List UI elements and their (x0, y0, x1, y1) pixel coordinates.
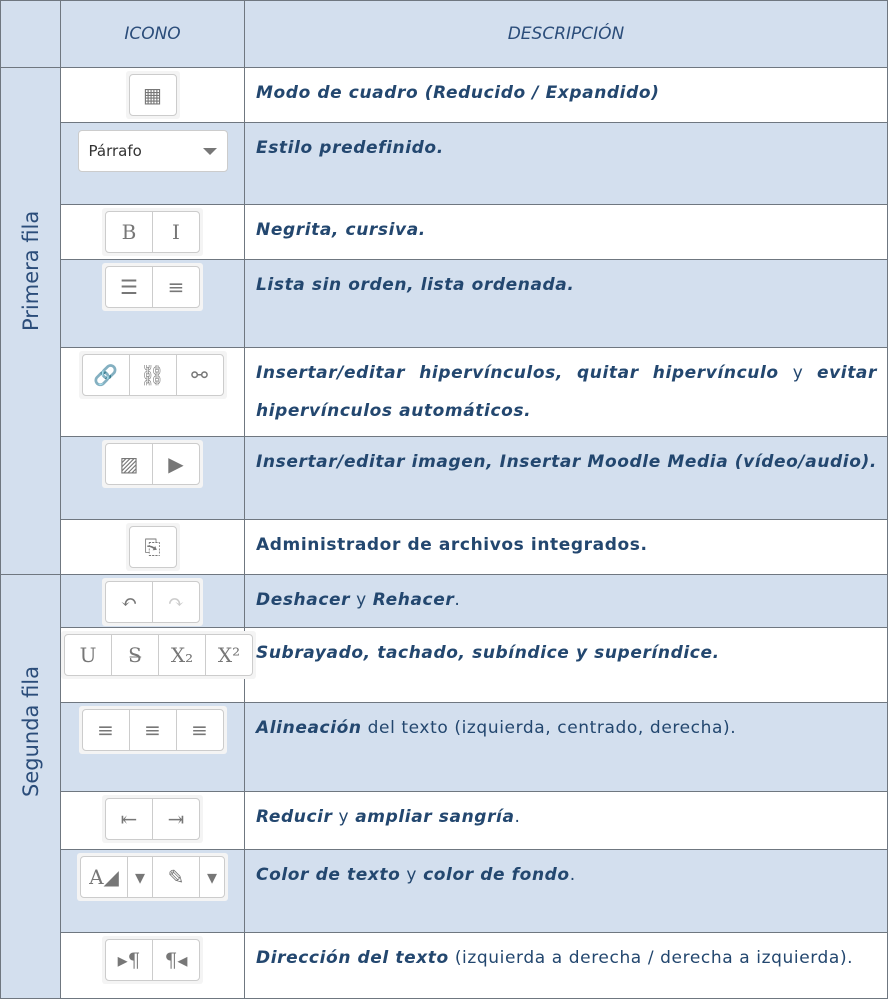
table-row (1, 850, 888, 933)
description-text: Estilo predefinido. (256, 138, 444, 158)
description-text: y (792, 363, 817, 383)
subscript-icon[interactable]: X₂ (159, 635, 206, 675)
background-color-icon[interactable]: ✎ (153, 857, 200, 897)
button-group (79, 351, 227, 399)
button-group (61, 631, 256, 679)
background-color-dropdown-icon[interactable]: ▾ (206, 865, 218, 889)
description-text: Subrayado, tachado, subíndice y superíndice. (256, 643, 720, 663)
text-color-icon[interactable]: A◢ (81, 857, 128, 897)
description-text: Rehacer (372, 590, 455, 610)
indent-icon[interactable]: ⇥ (167, 807, 185, 831)
description-text: (izquierda a derecha / derecha a izquierda). (448, 948, 854, 968)
button-group (79, 706, 227, 754)
file-manager-icon[interactable]: ⎘ (144, 535, 161, 559)
button-group (102, 440, 203, 488)
table-row (1, 792, 888, 850)
icon-cell (61, 123, 245, 205)
table-row (1, 123, 888, 205)
row-group-label (1, 575, 61, 999)
description-text: y (400, 865, 424, 885)
outdent-icon[interactable]: ⇤ (106, 799, 153, 839)
description-cell (245, 437, 888, 520)
description-cell (245, 850, 888, 933)
description-cell (245, 68, 888, 123)
description-text: Negrita, cursiva. (256, 220, 426, 240)
text-color-dropdown-icon[interactable]: ▾ (128, 857, 153, 897)
align-center-icon[interactable]: ≡ (130, 710, 177, 750)
button-group (126, 71, 180, 119)
table-row (1, 68, 888, 123)
table-row (1, 628, 888, 703)
description-cell (245, 703, 888, 792)
description-text: Reducir (256, 807, 333, 827)
ltr-icon[interactable]: ▸¶ (106, 940, 153, 980)
row-group-label (1, 68, 61, 575)
icon-cell (61, 703, 245, 792)
icon-cell (61, 260, 245, 348)
icon-cell (61, 68, 245, 123)
table-row (1, 348, 888, 437)
icon-cell (61, 520, 245, 575)
icon-cell (61, 437, 245, 520)
undo-icon[interactable]: ↶ (106, 582, 153, 622)
button-group (102, 208, 203, 256)
icon-cell (61, 205, 245, 260)
ordered-list-icon[interactable]: ≡ (167, 275, 185, 299)
description-cell (245, 792, 888, 850)
button-group (77, 853, 228, 901)
description-cell (245, 628, 888, 703)
description-column-header: DESCRIPCIÓN (245, 1, 888, 68)
description-cell (245, 520, 888, 575)
link-icon[interactable]: 🔗 (83, 355, 130, 395)
description-text: Deshacer (256, 590, 351, 610)
icon-cell (61, 792, 245, 850)
description-text: y (332, 807, 356, 827)
description-text: color de fondo (423, 865, 570, 885)
description-text: evitar hipervínculos automáticos. (256, 363, 877, 421)
description-text: Administrador de archivos integrados. (256, 535, 648, 555)
description-text: ampliar sangría (355, 807, 515, 827)
no-autolink-icon[interactable]: ⚯ (191, 363, 208, 387)
table-row (1, 260, 888, 348)
description-text: . (454, 590, 461, 610)
italic-icon[interactable]: I (172, 220, 180, 244)
description-text: . (514, 807, 521, 827)
icon-column-header: ICONO (61, 1, 245, 68)
description-cell (245, 205, 888, 260)
description-text: Insertar/editar hipervínculos, quitar hipervínculo (256, 363, 793, 383)
chevron-down-icon (203, 148, 217, 155)
button-group (102, 578, 203, 626)
icon-cell (61, 348, 245, 437)
toolbar-toggle-icon[interactable]: ▦ (143, 83, 162, 107)
description-text: Modo de cuadro (Reducido / Expandido) (256, 83, 660, 103)
icon-cell (61, 850, 245, 933)
button-group (102, 263, 203, 311)
table-row (1, 205, 888, 260)
row-group-text: Segunda fila (19, 665, 43, 797)
icon-cell (61, 575, 245, 628)
description-text: Insertar/editar imagen, Insertar Moodle Media (vídeo/audio). (256, 452, 877, 472)
unlink-icon[interactable]: ⛓ (130, 355, 177, 395)
align-left-icon[interactable]: ≡ (83, 710, 130, 750)
table-row (1, 520, 888, 575)
corner-cell (1, 1, 61, 68)
description-text: del texto (izquierda, centrado, derecha). (361, 718, 737, 738)
table-row (1, 703, 888, 792)
button-group (102, 936, 203, 984)
strikethrough-icon[interactable]: S̶ (112, 635, 159, 675)
paragraph-style-select[interactable] (78, 130, 228, 172)
unordered-list-icon[interactable]: ☰ (106, 267, 153, 307)
description-cell (245, 260, 888, 348)
description-text: Dirección del texto (256, 948, 449, 968)
table-row (1, 575, 888, 628)
button-group (102, 795, 203, 843)
redo-icon[interactable]: ↷ (167, 590, 185, 614)
align-right-icon[interactable]: ≡ (191, 718, 208, 742)
underline-icon[interactable]: U (65, 635, 112, 675)
description-cell (245, 123, 888, 205)
table-row (1, 933, 888, 999)
table-row (1, 437, 888, 520)
description-text: y (350, 590, 373, 610)
superscript-icon[interactable]: X² (217, 643, 241, 667)
icon-cell (61, 933, 245, 999)
rtl-icon[interactable]: ¶◂ (164, 948, 188, 972)
icon-cell (61, 628, 245, 703)
button-group (126, 523, 180, 571)
description-cell (245, 575, 888, 628)
image-icon[interactable]: ▨ (106, 444, 153, 484)
media-icon[interactable]: ▶ (168, 452, 184, 476)
bold-icon[interactable]: B (106, 212, 153, 252)
description-cell (245, 348, 888, 437)
description-text: Color de texto (256, 865, 401, 885)
select-value: Párrafo (88, 142, 142, 160)
description-text: Lista sin orden, lista ordenada. (256, 275, 575, 295)
description-text: . (569, 865, 576, 885)
row-group-text: Primera fila (19, 210, 43, 331)
description-cell (245, 933, 888, 999)
description-text: Alineación (256, 718, 362, 738)
